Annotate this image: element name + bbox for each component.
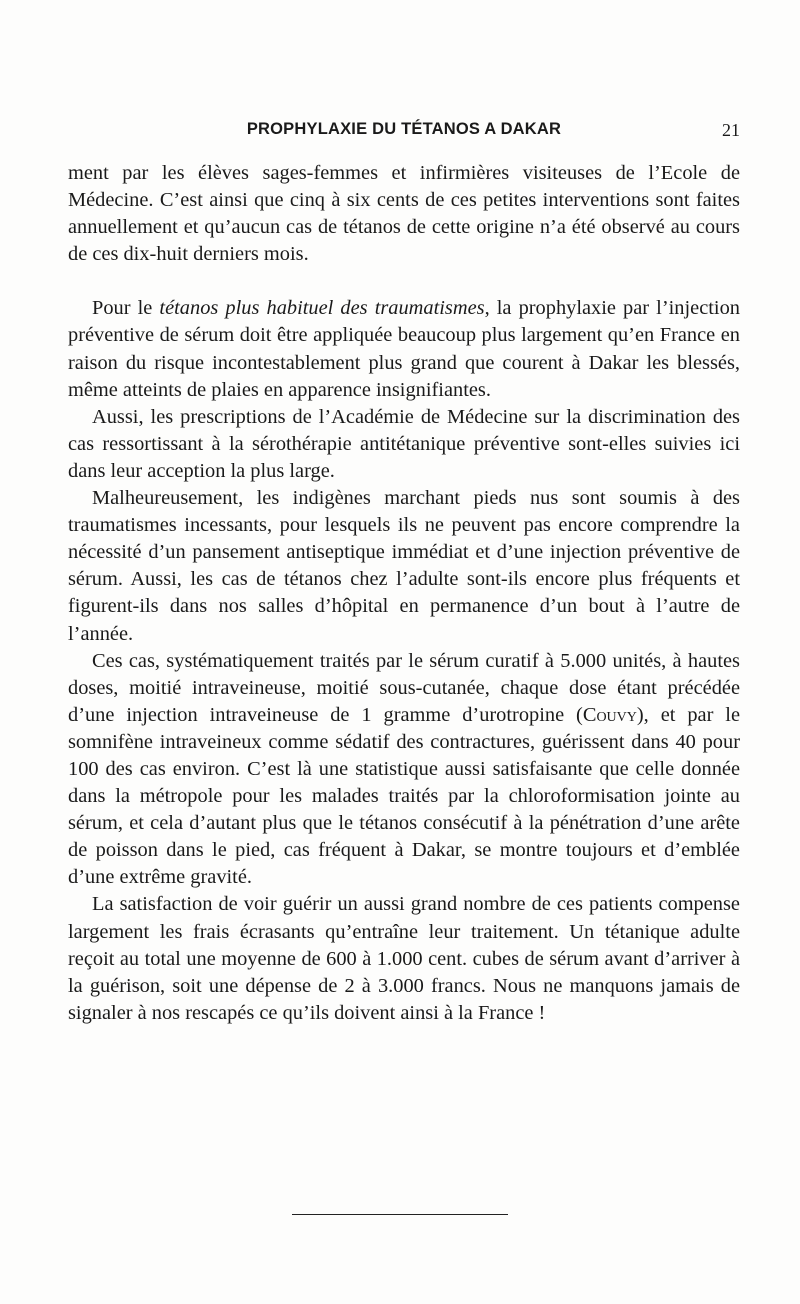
section-divider: [292, 1214, 508, 1215]
running-title: PROPHYLAXIE DU TÉTANOS A DAKAR: [246, 120, 562, 138]
body-text: [68, 160, 740, 1027]
paragraph-satisfaction: La satisfaction de voir guérir un aussi grand nombre de ces patients compense largement les frais écrasants qu’entraîne leur traitement. Un tétanique adulte reçoit au total une moyenne de 600 à 1.000 cent. cubes de sérum avant d’arriver à la guérison, soit une dépense de 2 à 3.000 francs. Nous ne manquons jamais de signaler à nos rescapés ce qu’ils doivent ainsi à la France !: [68, 893, 740, 1024]
paragraph-prophylaxis: [68, 295, 740, 403]
author-small-caps: Couvy: [582, 703, 637, 726]
page-number: 21: [722, 120, 740, 140]
paragraph-part-b: ), et par le somnifène intraveineux comme sédatif des contractures, guérissent dans 40 pour 100 des cas environ. C’est là une statistique aussi satisfaisante que celle donnée dans la métropole pour les malades traités par la chloroformisation jointe au sérum, et cela d’autant plus que le tétanos consécutif à la pénétration d’une arête de poisson dans le pied, cas fréquent à Dakar, se montre toujours et d’emblée d’une extrême gravité.: [68, 703, 740, 889]
paragraph-continuation: ment par les élèves sages-femmes et infirmières visiteuses de l’Ecole de Médecine. C’est ainsi que cinq à six cents de ces petites interventions sont faites annuellement et qu’aucun cas de tétanos de cette origine n’a été observé au cours de ces dix-huit derniers mois.: [68, 162, 740, 266]
page-header: [68, 118, 740, 144]
paragraph-treatment: [68, 648, 740, 892]
paragraph-rest: , la prophylaxie par l’injection préventive de sérum doit être appliquée beaucoup plus largement qu’en France en raison du risque incontestablement plus grand que courent à Dakar les blessés, même atteints de plaies en apparence insignifiantes.: [68, 297, 740, 401]
paragraph-academie: Aussi, les prescriptions de l’Académie de Médecine sur la discrimination des cas ressortissant à la sérothérapie antitétanique préventive sont-elles suivies ici dans leur acception la plus large.: [68, 405, 740, 482]
paragraph-lead: Pour le: [92, 297, 160, 320]
italic-term: tétanos plus habituel des traumatismes: [159, 297, 485, 320]
paragraph-part-a: Ces cas, systématiquement traités par le sérum curatif à 5.000 unités, à hautes doses, moitié intraveineuse, moitié sous-cutanée, chaque dose étant précédée d’une injection intraveineuse de 1 gramme d’urotropine (: [68, 649, 740, 726]
paragraph-indigenes: Malheureusement, les indigènes marchant pieds nus sont soumis à des traumatismes incessants, pour lesquels ils ne peuvent pas encore comprendre la nécessité d’un pansement antiseptique immédiat et d’une injection préventive de sérum. Aussi, les cas de tétanos chez l’adulte sont-ils encore plus fréquents et figurent-ils dans nos salles d’hôpital en permanence d’un bout à l’autre de l’année.: [68, 487, 740, 645]
